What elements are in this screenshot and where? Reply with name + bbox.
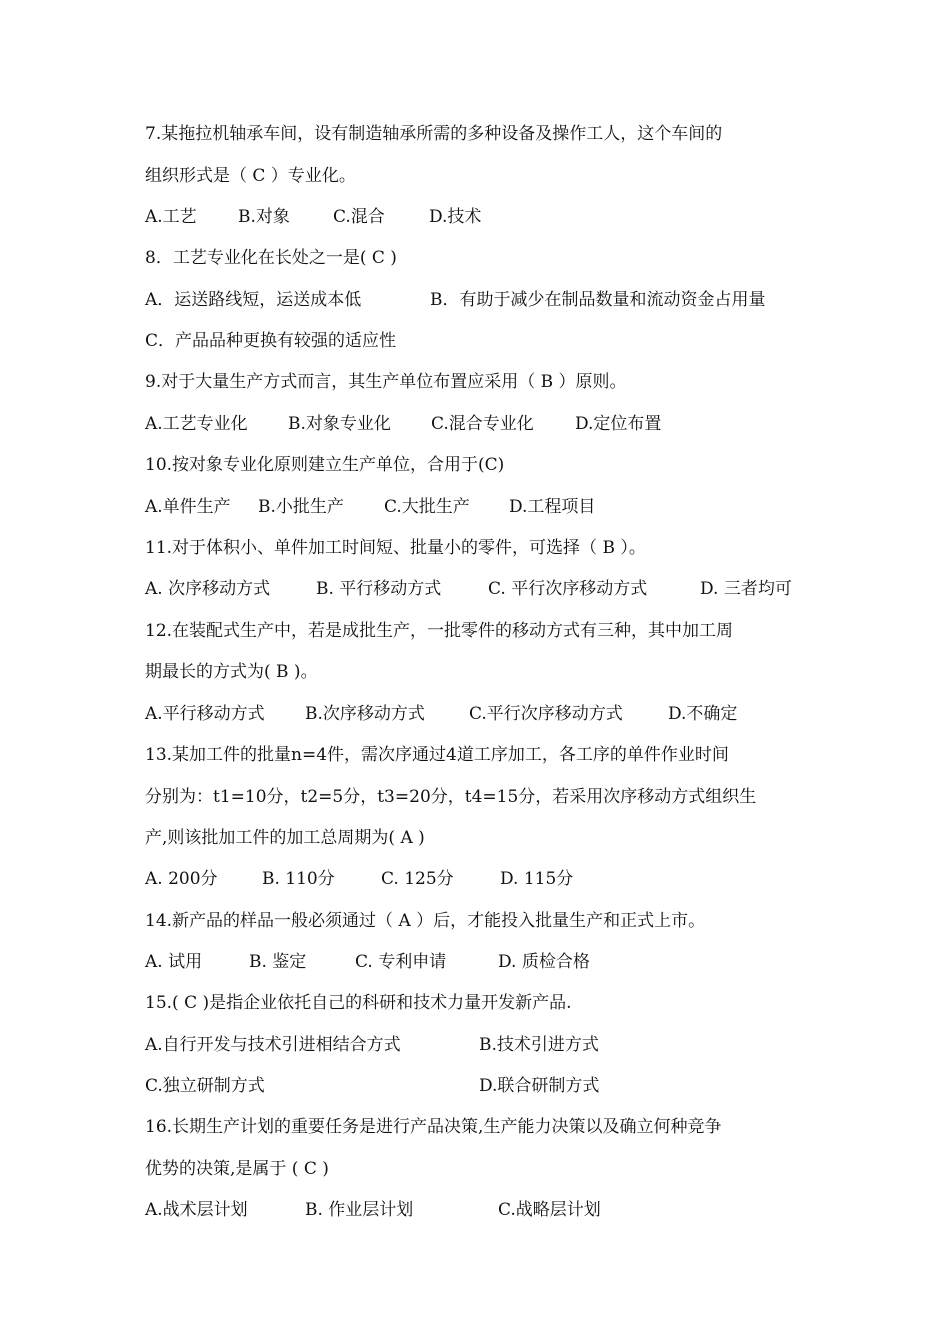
q9-option-d: D.定位布置: [575, 414, 662, 434]
q14-stem: 14.新产品的样品一般必须通过（ A ）后，才能投入批量生产和正式上市。: [145, 911, 706, 931]
q13-stem-line-1: 13.某加工件的批量n=4件，需次序通过4道工序加工，各工序的单件作业时间: [145, 745, 729, 765]
q15-option-b: B.技术引进方式: [479, 1035, 599, 1055]
q7-option-c: C.混合: [333, 207, 385, 227]
q7-option-d: D.技术: [429, 207, 482, 227]
q10-option-a: A.单件生产: [145, 497, 231, 517]
q7-option-b: B.对象: [238, 207, 290, 227]
q14-option-c: C. 专利申请: [355, 952, 447, 972]
q10-option-c: C.大批生产: [384, 497, 470, 517]
q10-stem: 10.按对象专业化原则建立生产单位，合用于(C): [145, 455, 505, 475]
q12-option-a: A.平行移动方式: [145, 704, 265, 724]
q14-option-b: B. 鉴定: [249, 952, 307, 972]
q13-stem-line-3: 产,则该批加工件的加工总周期为( A ): [145, 828, 425, 848]
q9-stem: 9.对于大量生产方式而言，其生产单位布置应采用（ B ）原则。: [145, 372, 627, 392]
q16-stem-line-2: 优势的决策,是属于 ( C ): [145, 1159, 329, 1179]
q12-option-d: D.不确定: [668, 704, 738, 724]
q13-option-d: D. 115分: [500, 869, 574, 889]
q11-option-a: A. 次序移动方式: [145, 579, 271, 599]
q10-option-d: D.工程项目: [509, 497, 596, 517]
q7-stem-line-1: 7.某拖拉机轴承车间，设有制造轴承所需的多种设备及操作工人，这个车间的: [145, 124, 723, 144]
q11-option-c: C. 平行次序移动方式: [488, 579, 648, 599]
q13-stem-line-2: 分别为：t1=10分，t2=5分，t3=20分，t4=15分，若采用次序移动方式组织生: [145, 787, 757, 807]
q8-option-c: C．产品品种更换有较强的适应性: [145, 331, 397, 351]
q16-option-c: C.战略层计划: [498, 1200, 601, 1220]
q12-option-b: B.次序移动方式: [305, 704, 425, 724]
q15-option-a: A.自行开发与技术引进相结合方式: [145, 1035, 401, 1055]
q9-option-a: A.工艺专业化: [145, 414, 248, 434]
q15-option-d: D.联合研制方式: [479, 1076, 600, 1096]
q8-option-a: A．运送路线短，运送成本低: [145, 290, 362, 310]
q8-option-b: B．有助于减少在制品数量和流动资金占用量: [430, 290, 766, 310]
q12-option-c: C.平行次序移动方式: [469, 704, 623, 724]
q9-option-c: C.混合专业化: [431, 414, 534, 434]
q11-stem: 11.对于体积小、单件加工时间短、批量小的零件，可选择（ B ）。: [145, 538, 646, 558]
q10-option-b: B.小批生产: [258, 497, 344, 517]
q7-stem-line-2: 组织形式是（ C ）专业化。: [145, 166, 356, 186]
q16-option-a: A.战术层计划: [145, 1200, 248, 1220]
q13-option-b: B. 110分: [262, 869, 335, 889]
q7-option-a: A.工艺: [145, 207, 197, 227]
q15-option-c: C.独立研制方式: [145, 1076, 265, 1096]
q13-option-c: C. 125分: [381, 869, 454, 889]
q8-stem: 8．工艺专业化在长处之一是( C ): [145, 248, 397, 268]
q14-option-a: A. 试用: [145, 952, 203, 972]
q11-option-b: B. 平行移动方式: [316, 579, 442, 599]
q11-option-d: D. 三者均可: [700, 579, 792, 599]
q13-option-a: A. 200分: [145, 869, 218, 889]
q16-option-b: B. 作业层计划: [305, 1200, 414, 1220]
q12-stem-line-1: 12.在装配式生产中，若是成批生产，一批零件的移动方式有三种，其中加工周: [145, 621, 734, 641]
q9-option-b: B.对象专业化: [288, 414, 391, 434]
q14-option-d: D. 质检合格: [498, 952, 590, 972]
q15-stem: 15.( C )是指企业依托自己的科研和技术力量开发新产品.: [145, 993, 572, 1013]
q16-stem-line-1: 16.长期生产计划的重要任务是进行产品决策,生产能力决策以及确立何种竞争: [145, 1117, 722, 1137]
q12-stem-line-2: 期最长的方式为( B )。: [145, 662, 318, 682]
